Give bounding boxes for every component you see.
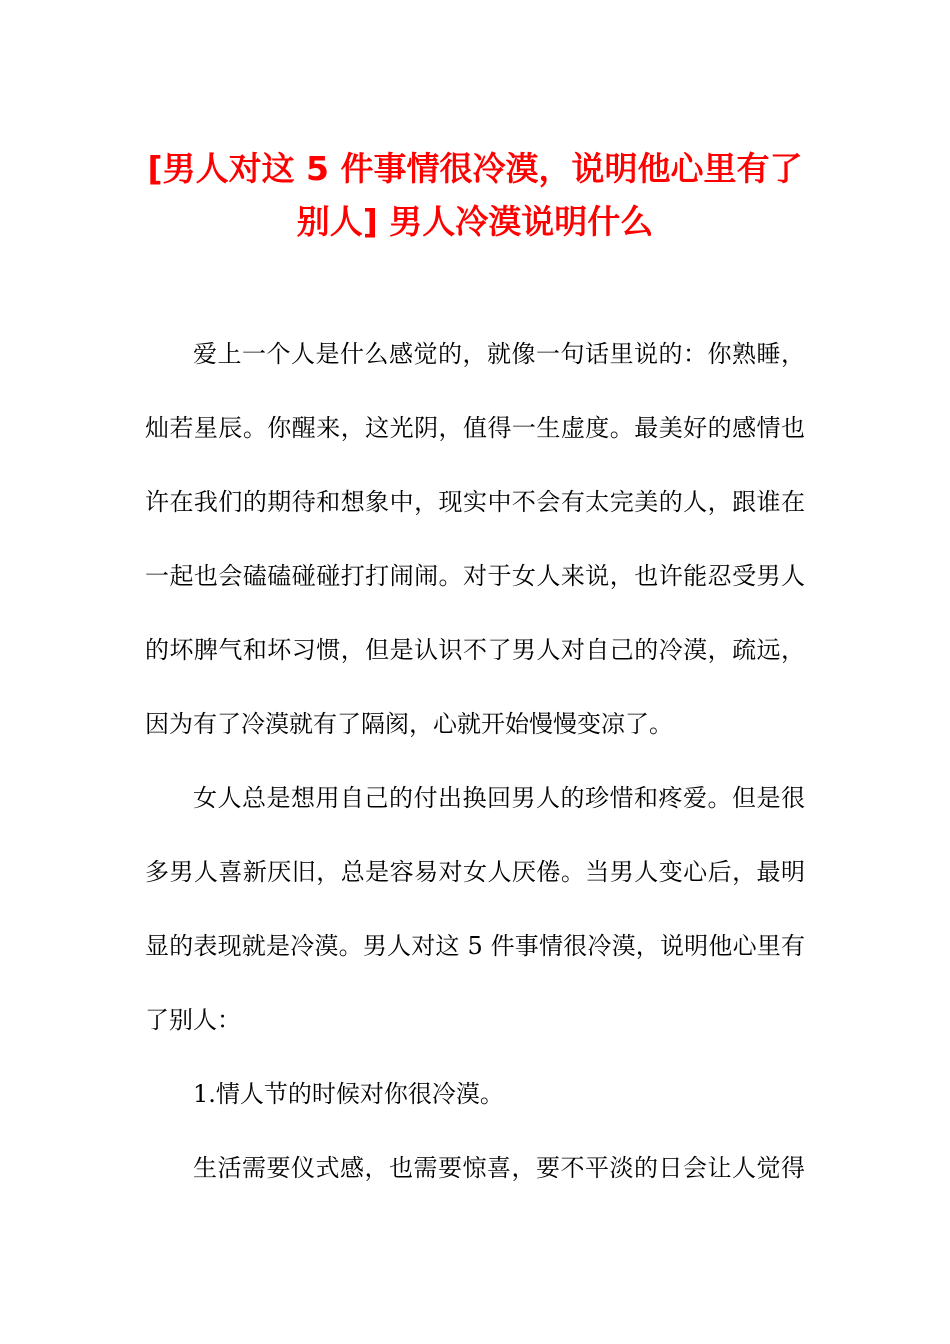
paragraph-1-line-6: 因为有了冷漠就有了隔阂，心就开始慢慢变凉了。: [145, 710, 673, 738]
paragraph-2-line-1: 女人总是想用自己的付出换回男人的珍惜和疼爱。但是很: [193, 784, 805, 812]
paragraph-2-line-3: 显的表现就是冷漠。男人对这 5 件事情很冷漠，说明他心里有: [145, 932, 805, 960]
paragraph-3-line-1: 生活需要仪式感，也需要惊喜，要不平淡的日会让人觉得: [193, 1154, 805, 1182]
paragraph-1-line-3: 许在我们的期待和想象中，现实中不会有太完美的人，跟谁在: [145, 488, 805, 516]
paragraph-2-line-4: 了别人：: [145, 1006, 241, 1034]
document-title-line-1: [男人对这 5 件事情很冷漠，说明他心里有了: [147, 149, 803, 188]
paragraph-1-line-2: 灿若星辰。你醒来，这光阴，值得一生虚度。最美好的感情也: [145, 414, 805, 442]
paragraph-2-line-2: 多男人喜新厌旧，总是容易对女人厌倦。当男人变心后，最明: [145, 858, 805, 886]
paragraph-1-line-1: 爱上一个人是什么感觉的，就像一句话里说的：你熟睡，: [193, 340, 805, 368]
list-item-1: 1.情人节的时候对你很冷漠。: [193, 1080, 504, 1108]
paragraph-1-line-5: 的坏脾气和坏习惯，但是认识不了男人对自己的冷漠，疏远，: [145, 636, 805, 664]
paragraph-1-line-4: 一起也会磕磕碰碰打打闹闹。对于女人来说，也许能忍受男人: [145, 562, 805, 590]
document-title-line-2: 别人] 男人冷漠说明什么: [296, 202, 654, 241]
